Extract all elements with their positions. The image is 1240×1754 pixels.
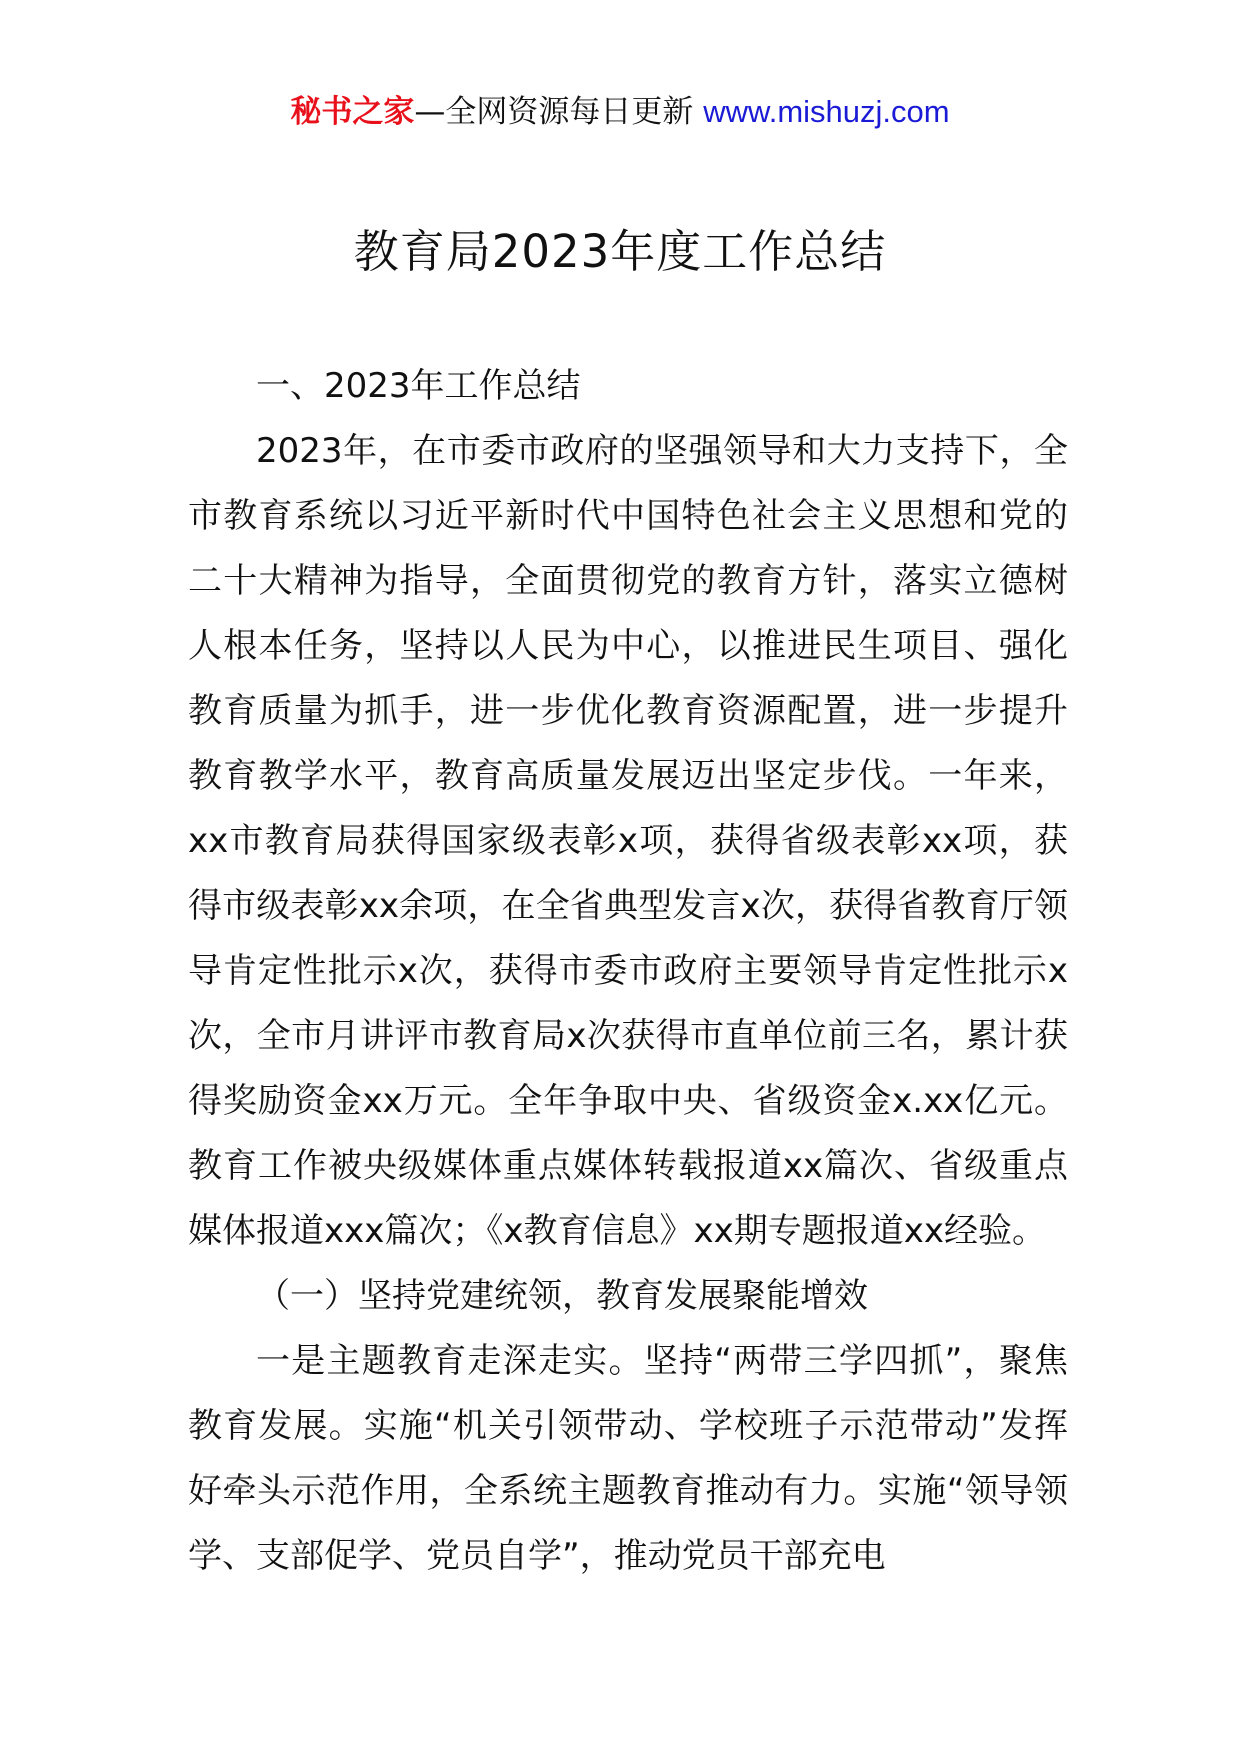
summary-paragraph: 2023年，在市委市政府的坚强领导和大力支持下，全市教育系统以习近平新时代中国特色社会主义思想和党的二十大精神为指导，全面贯彻党的教育方针，落实立德树人根本任务，坚持以人民为中心，以推进民生项目、强化教育质量为抓手，进一步优化教育资源配置，进一步提升教育教学水平，教育高质量发展迈出坚定步伐。一年来，xx市教育局获得国家级表彰x项，获得省级表彰xx项，获得市级表彰xx余项，在全省典型发言x次，获得省教育厅领导肯定性批示x次，获得市委市政府主要领导肯定性批示x次，全市月讲评市教育局x次获得市直单位前三名，累计获得奖励资金xx万元。全年争取中央、省级资金x.xx亿元。教育工作被央级媒体重点媒体转载报道xx篇次、省级重点媒体报道xxx篇次；《x教育信息》xx期专题报道xx经验。 bbox=[188, 431, 1068, 1251]
site-tagline: —全网资源每日更新 bbox=[414, 94, 704, 130]
brand-name: 秘书之家 bbox=[290, 94, 415, 130]
site-header bbox=[0, 92, 1240, 132]
document-body bbox=[188, 354, 1068, 1589]
section-heading: 一、2023年工作总结 bbox=[256, 366, 581, 406]
document-title: 教育局2023年度工作总结 bbox=[353, 225, 887, 278]
body-paragraph: 一是主题教育走深走实。坚持“两带三学四抓”，聚焦教育发展。实施“机关引领带动、学校班子示范带动”发挥好牵头示范作用，全系统主题教育推动有力。实施“领导领学、支部促学、党员自学”，推动党员干部充电 bbox=[188, 1341, 1068, 1576]
site-url-link[interactable]: www.mishuzj.com bbox=[703, 94, 950, 129]
subsection-heading: （一）坚持党建统领，教育发展聚能增效 bbox=[256, 1276, 868, 1316]
